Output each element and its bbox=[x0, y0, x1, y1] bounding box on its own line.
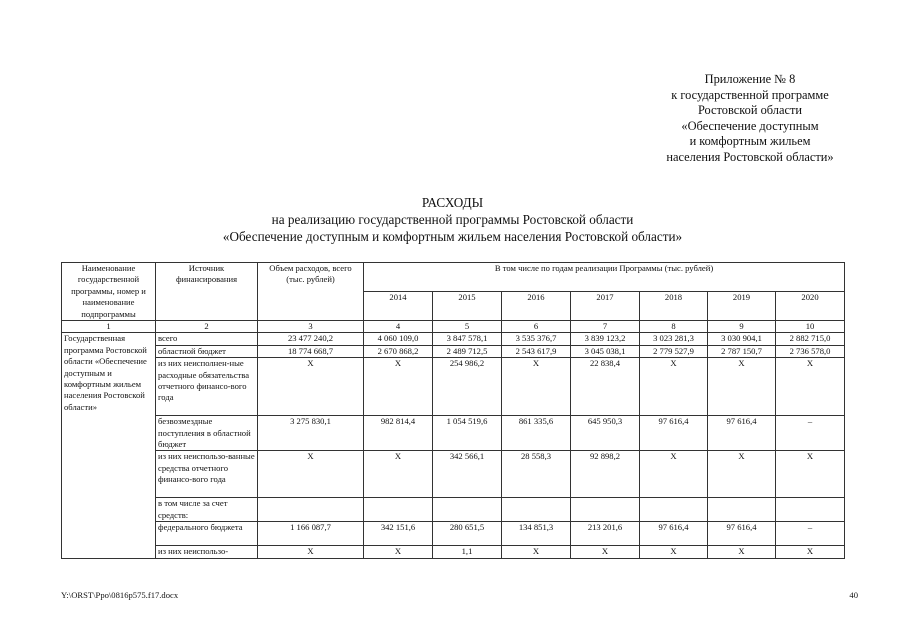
appendix-block bbox=[600, 72, 900, 166]
value-cell: X bbox=[364, 358, 433, 416]
value-cell: 645 950,3 bbox=[571, 416, 640, 451]
value-cell: 134 851,3 bbox=[502, 522, 571, 546]
column-number: 10 bbox=[776, 321, 845, 333]
column-number: 6 bbox=[502, 321, 571, 333]
value-cell: X bbox=[708, 546, 776, 558]
column-number: 5 bbox=[433, 321, 502, 333]
table-row bbox=[62, 333, 845, 345]
value-cell: X bbox=[776, 358, 845, 416]
value-cell: X bbox=[502, 546, 571, 558]
header-total-volume: Объем расходов, всего (тыс. рублей) bbox=[258, 263, 364, 321]
value-cell: 18 774 668,7 bbox=[258, 345, 364, 357]
value-cell: X bbox=[708, 358, 776, 416]
header-year: 2019 bbox=[708, 292, 776, 321]
value-cell: 2 787 150,7 bbox=[708, 345, 776, 357]
column-number: 9 bbox=[708, 321, 776, 333]
header-year: 2015 bbox=[433, 292, 502, 321]
value-cell bbox=[433, 498, 502, 522]
value-cell: 2 736 578,0 bbox=[776, 345, 845, 357]
header-year: 2014 bbox=[364, 292, 433, 321]
value-cell: – bbox=[776, 416, 845, 451]
table-row bbox=[62, 451, 845, 498]
column-number: 3 bbox=[258, 321, 364, 333]
value-cell: 254 986,2 bbox=[433, 358, 502, 416]
title-line: «Обеспечение доступным и комфортным жильем населения Ростовской области» bbox=[222, 229, 683, 244]
appendix-line: Приложение № 8 bbox=[704, 72, 796, 86]
title-line: на реализацию государственной программы Ростовской области bbox=[271, 212, 634, 227]
source-cell: из них неиспользо- bbox=[156, 546, 258, 558]
value-cell bbox=[364, 498, 433, 522]
value-cell: X bbox=[258, 451, 364, 498]
column-number: 2 bbox=[156, 321, 258, 333]
header-funding-source: Источник финансирования bbox=[156, 263, 258, 321]
value-cell: 1,1 bbox=[433, 546, 502, 558]
page-number: 40 bbox=[849, 590, 858, 600]
value-cell: X bbox=[776, 451, 845, 498]
source-cell: всего bbox=[156, 333, 258, 345]
appendix-line: «Обеспечение доступным bbox=[681, 118, 819, 133]
value-cell: X bbox=[364, 546, 433, 558]
column-number: 1 bbox=[62, 321, 156, 333]
value-cell: – bbox=[776, 522, 845, 546]
header-year: 2020 bbox=[776, 292, 845, 321]
value-cell: X bbox=[571, 546, 640, 558]
value-cell: 982 814,4 bbox=[364, 416, 433, 451]
value-cell: 4 060 109,0 bbox=[364, 333, 433, 345]
value-cell: X bbox=[258, 358, 364, 416]
table-row bbox=[62, 345, 845, 357]
value-cell: 1 166 087,7 bbox=[258, 522, 364, 546]
source-cell: областной бюджет bbox=[156, 345, 258, 357]
source-cell: из них неиспользо-ванные средства отчетного финансо-вого года bbox=[156, 451, 258, 498]
value-cell bbox=[571, 498, 640, 522]
appendix-line: Ростовской области bbox=[697, 103, 803, 118]
value-cell: 3 045 038,1 bbox=[571, 345, 640, 357]
value-cell: 2 543 617,9 bbox=[502, 345, 571, 357]
value-cell: X bbox=[640, 546, 708, 558]
value-cell bbox=[502, 498, 571, 522]
value-cell: 342 151,6 bbox=[364, 522, 433, 546]
header-by-years: В том числе по годам реализации Программы (тыс. рублей) bbox=[364, 263, 845, 292]
value-cell: 280 651,5 bbox=[433, 522, 502, 546]
value-cell: 97 616,4 bbox=[708, 416, 776, 451]
value-cell bbox=[640, 498, 708, 522]
value-cell: 97 616,4 bbox=[640, 416, 708, 451]
value-cell: X bbox=[364, 451, 433, 498]
value-cell: 3 839 123,2 bbox=[571, 333, 640, 345]
appendix-line: населения Ростовской области» bbox=[666, 149, 834, 164]
value-cell: 2 882 715,0 bbox=[776, 333, 845, 345]
value-cell: 1 054 519,6 bbox=[433, 416, 502, 451]
value-cell: 2 779 527,9 bbox=[640, 345, 708, 357]
value-cell: X bbox=[640, 451, 708, 498]
table-row bbox=[62, 416, 845, 451]
document-title bbox=[0, 194, 905, 245]
appendix-line: к государственной программе bbox=[671, 87, 829, 102]
column-number: 7 bbox=[571, 321, 640, 333]
value-cell bbox=[258, 498, 364, 522]
value-cell: 22 838,4 bbox=[571, 358, 640, 416]
value-cell: 861 335,6 bbox=[502, 416, 571, 451]
value-cell: 97 616,4 bbox=[708, 522, 776, 546]
value-cell: 97 616,4 bbox=[640, 522, 708, 546]
header-year: 2018 bbox=[640, 292, 708, 321]
header-program-name: Наименование государственной программы, номер и наименование подпрограммы bbox=[62, 263, 156, 321]
title-line: РАСХОДЫ bbox=[421, 195, 484, 210]
value-cell: 3 847 578,1 bbox=[433, 333, 502, 345]
source-cell: безвозмездные поступления в областной бюджет bbox=[156, 416, 258, 451]
appendix-line: и комфортным жильем bbox=[689, 134, 811, 149]
value-cell: 3 023 281,3 bbox=[640, 333, 708, 345]
value-cell: 3 535 376,7 bbox=[502, 333, 571, 345]
program-name-cell: Государственная программа Ростовской области «Обеспечение доступным и комфортным жильем населения Ростовской области» bbox=[62, 333, 156, 558]
table-row bbox=[62, 498, 845, 522]
value-cell: 28 558,3 bbox=[502, 451, 571, 498]
value-cell bbox=[776, 498, 845, 522]
source-cell: федерального бюджета bbox=[156, 522, 258, 546]
column-number: 8 bbox=[640, 321, 708, 333]
value-cell: 23 477 240,2 bbox=[258, 333, 364, 345]
value-cell bbox=[708, 498, 776, 522]
header-year: 2017 bbox=[571, 292, 640, 321]
source-cell: в том числе за счет средств: bbox=[156, 498, 258, 522]
value-cell: 2 489 712,5 bbox=[433, 345, 502, 357]
column-number: 4 bbox=[364, 321, 433, 333]
expenses-table bbox=[61, 262, 845, 559]
column-numbers-row bbox=[62, 321, 845, 333]
table-row bbox=[62, 546, 845, 558]
source-cell: из них неисполнен-ные расходные обязательства отчетного финансо-вого года bbox=[156, 358, 258, 416]
value-cell: 3 030 904,1 bbox=[708, 333, 776, 345]
table-row bbox=[62, 522, 845, 546]
file-path: Y:\ORST\Ppo\0816p575.f17.docx bbox=[61, 590, 179, 600]
value-cell: 3 275 830,1 bbox=[258, 416, 364, 451]
table-row bbox=[62, 358, 845, 416]
value-cell: X bbox=[708, 451, 776, 498]
value-cell: X bbox=[502, 358, 571, 416]
value-cell: 342 566,1 bbox=[433, 451, 502, 498]
value-cell: X bbox=[258, 546, 364, 558]
value-cell: 92 898,2 bbox=[571, 451, 640, 498]
value-cell: 213 201,6 bbox=[571, 522, 640, 546]
header-year: 2016 bbox=[502, 292, 571, 321]
value-cell: 2 670 868,2 bbox=[364, 345, 433, 357]
value-cell: X bbox=[640, 358, 708, 416]
value-cell: X bbox=[776, 546, 845, 558]
